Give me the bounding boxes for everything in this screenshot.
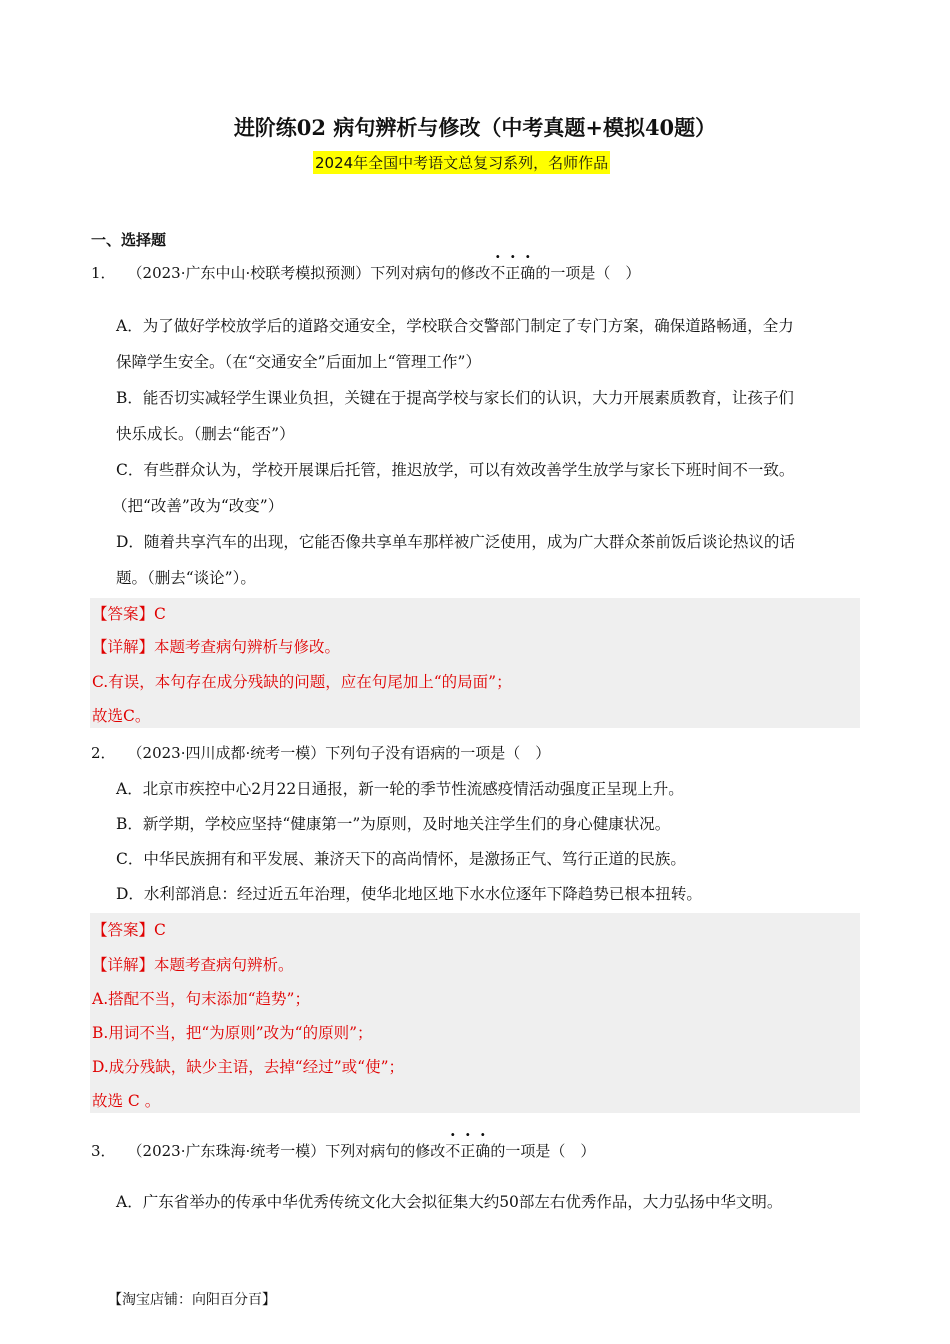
q1-option-b-cont: 快乐成长。（删去“能否”） [116,425,295,443]
footer-shop-label: 【淘宝店铺：向阳百分百】 [108,1292,276,1308]
emphasis-char: 确 [520,264,536,282]
q1-answer: 【答案】C [92,605,166,623]
q3-option-a: A．广东省举办的传承中华优秀传统文化大会拟征集大约50部左右优秀作品，大力弘扬中华文明。 [116,1193,783,1211]
q1-option-b: B．能否切实减轻学生课业负担，关键在于提高学校与家长们的认识，大力开展素质教育，让孩子们 [116,389,794,407]
q2-explanation-d: D.成分残缺，缺少主语，去掉“经过”或“使”； [92,1058,404,1076]
q1-option-c: C．有些群众认为，学校开展课后托管，推迟放学，可以有效改善学生放学与家长下班时间不一致。 [116,461,795,479]
emphasis-char: 正 [505,264,521,282]
question-2-stem [91,742,550,763]
q2-option-d: D．水利部消息：经过近五年治理，使华北地区地下水水位逐年下降趋势已根本扭转。 [116,885,702,903]
q2-option-b: B．新学期，学校应坚持“健康第一”为原则，及时地关注学生们的身心健康状况。 [116,815,671,833]
question-text-end: 的一项是（ ） [490,1142,596,1160]
q1-conclusion: 故选C。 [92,707,151,725]
q1-option-a-cont: 保障学生安全。（在“交通安全”后面加上“管理工作”） [116,353,481,371]
question-number: 2． [91,744,116,762]
question-text-end: 的一项是（ ） [535,264,641,282]
q2-conclusion: 故选 C 。 [92,1092,161,1110]
q1-option-c-cont: （把“改善”改为“改变”） [112,497,284,515]
q2-answer-box [90,913,860,1113]
q1-option-a: A．为了做好学校放学后的道路交通安全，学校联合交警部门制定了专门方案，确保道路畅通，全力 [116,317,794,335]
section-heading: 一、选择题 [91,231,167,249]
question-number: 1． [91,264,116,282]
subtitle-highlight: 2024年全国中考语文总复习系列，名师作品 [313,151,610,174]
page-title: 进阶练02 病句辨析与修改（中考真题+模拟40题） [233,115,717,140]
question-1-stem [91,262,640,283]
q1-explanation: C.有误，本句存在成分残缺的问题，应在句尾加上“的局面”； [92,673,512,691]
q2-option-a: A．北京市疾控中心2月22日通报，新一轮的季节性流感疫情活动强度正呈现上升。 [116,780,684,798]
question-text: （2023·广东珠海·统考一模）下列对病句的修改 [127,1142,446,1160]
q2-answer: 【答案】C [92,921,166,939]
q1-option-d-cont: 题。（删去“谈论”）。 [116,569,256,587]
q1-answer-box [90,598,860,728]
question-text: （2023·广东中山·校联考模拟预测）下列对病句的修改 [127,264,491,282]
emphasis-char: 不 [445,1142,461,1160]
q2-explanation-a: A.搭配不当，句末添加“趋势”； [92,990,310,1008]
q1-detail: 【详解】本题考查病句辨析与修改。 [92,638,341,656]
emphasis-char: 确 [475,1142,491,1160]
q2-detail: 【详解】本题考查病句辨析。 [92,956,294,974]
question-3-stem [91,1140,595,1161]
q2-explanation-b: B.用词不当，把“为原则”改为“的原则”； [92,1024,373,1042]
q2-option-c: C．中华民族拥有和平发展、兼济天下的高尚情怀，是激扬正气、笃行正道的民族。 [116,850,686,868]
question-text: （2023·四川成都·统考一模）下列句子没有语病的一项是（ ） [127,744,551,762]
emphasis-char: 正 [460,1142,476,1160]
question-number: 3． [91,1142,116,1160]
q1-option-d: D．随着共享汽车的出现，它能否像共享单车那样被广泛使用，成为广大群众茶前饭后谈论热议的话 [116,533,795,551]
emphasis-char: 不 [490,264,506,282]
